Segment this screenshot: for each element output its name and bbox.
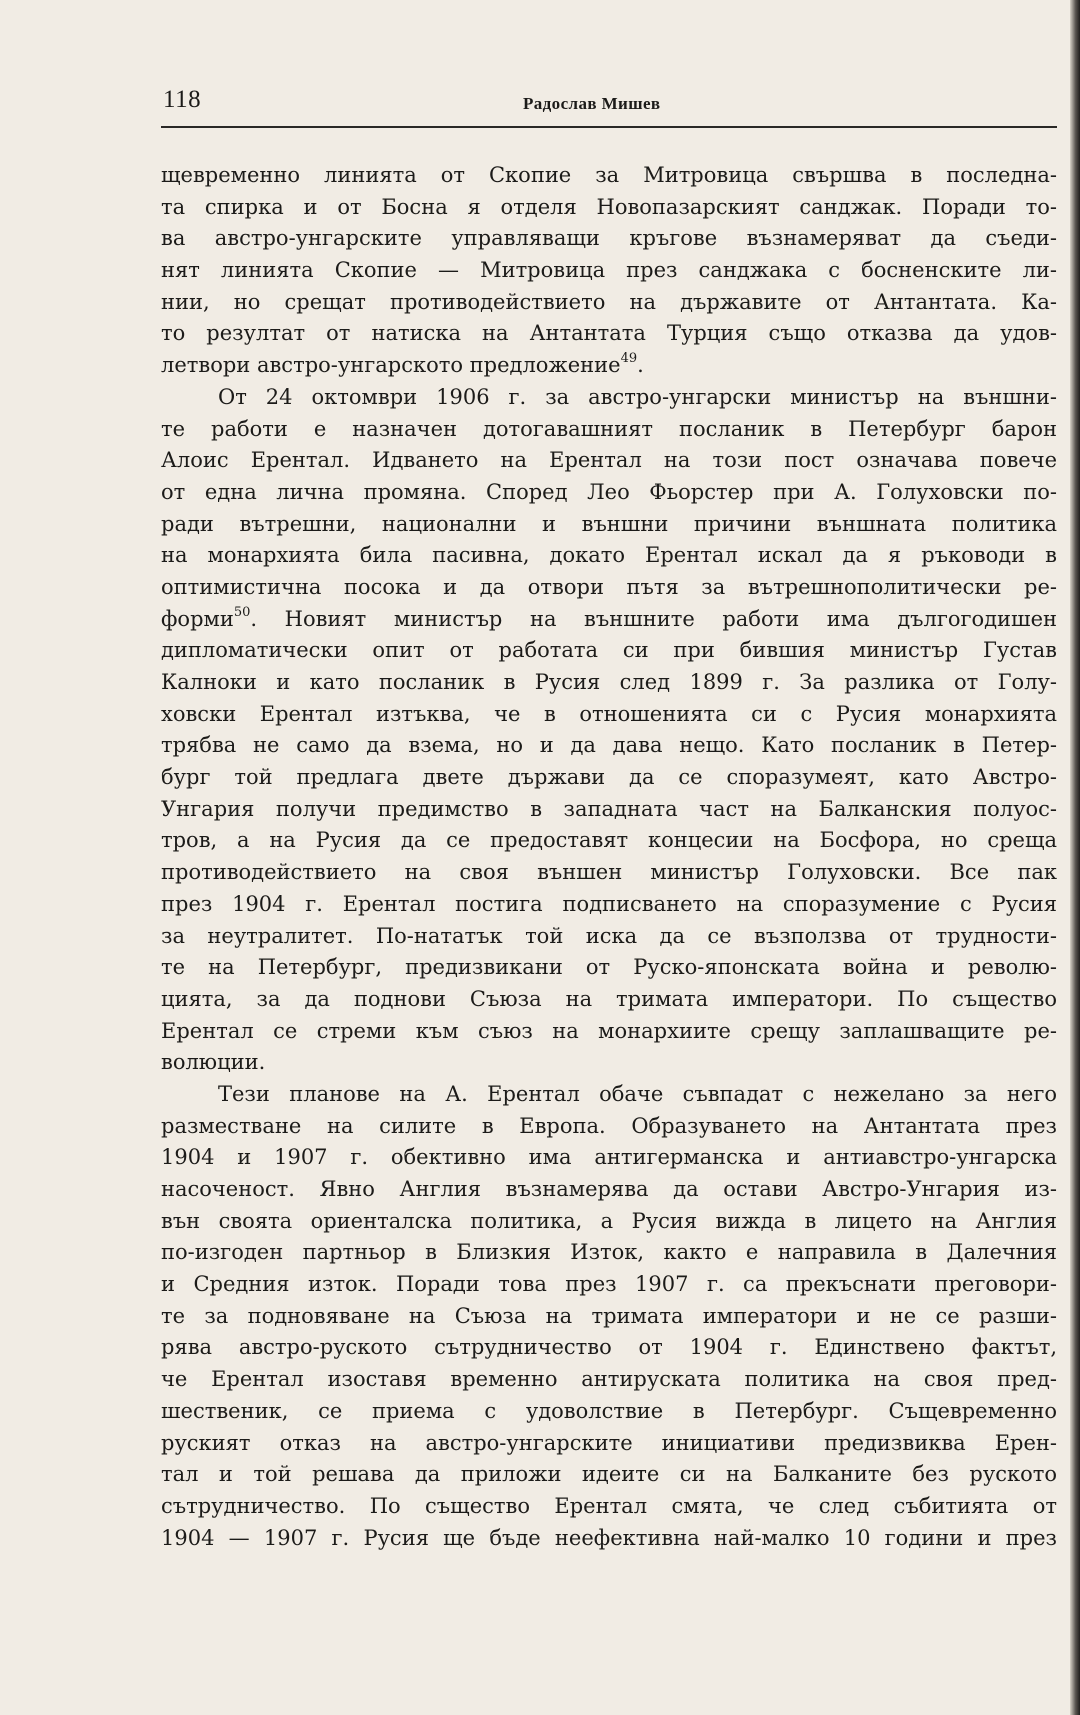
- text-line: Унгария получи предимство в западната част на Балканския полуос-: [161, 796, 1057, 821]
- line-end-punct: .: [637, 353, 644, 378]
- running-head-author: Радослав Мишев: [523, 94, 661, 113]
- text-line: те за подновяване на Съюза на тримата императори и не се разши-: [161, 1303, 1057, 1328]
- text-line: че Ерентал изоставя временно антируската политика на своя пред-: [161, 1367, 1057, 1392]
- page-edge-shadow: [1070, 0, 1080, 1715]
- text-line: на монархията била пасивна, докато Ерентал искал да я ръководи в: [161, 543, 1057, 568]
- text-line: трябва не само да взема, но и да дава нещо. Като посланик в Петер-: [161, 733, 1057, 758]
- text-line: разместване на силите в Европа. Образуването на Антантата през: [161, 1113, 1057, 1138]
- text-line: насоченост. Явно Англия възнамерява да остави Австро-Унгария из-: [161, 1177, 1057, 1201]
- text-line: От 24 октомври 1906 г. за австро-унгарски министър на външни-: [218, 384, 1057, 409]
- text-line: ва австро-унгарските управляващи кръгове възнамеряват да съеди-: [161, 226, 1057, 251]
- text-line: рява австро-руското сътрудничество от 1904 г. Единствено фактът,: [161, 1335, 1057, 1360]
- text-line: 1904 — 1907 г. Русия ще бъде неефективна най-малко 10 години и през: [161, 1525, 1057, 1550]
- text-line: ховски Ерентал изтъква, че в отношенията си с Русия монархията: [161, 701, 1057, 726]
- page-header: [161, 80, 1057, 124]
- text-line: цията, за да поднови Съюза на тримата императори. По същество: [161, 986, 1057, 1011]
- text-line: от една лична промяна. Според Лео Фьорстер при А. Голуховски по-: [161, 479, 1057, 504]
- text-line: противодействието на своя външен министър Голуховски. Все пак: [161, 860, 1057, 885]
- text-line: през 1904 г. Ерентал постига подписването на споразумение с Русия: [161, 891, 1057, 916]
- text-line: [161, 604, 1057, 636]
- text-line: те работи е назначен дотогавашният посланик в Петербург барон: [161, 416, 1057, 441]
- page-number: 118: [163, 86, 202, 113]
- text-line: оптимистична посока и да отвори пътя за вътрешнополитически ре-: [161, 574, 1057, 599]
- text-line: тал и той решава да приложи идеите си на Балканите без руското: [161, 1462, 1057, 1487]
- text-line: шественик, се приема с удоволствие в Петербург. Същевременно: [161, 1398, 1057, 1423]
- text-line: щевременно линията от Скопие за Митровица свършва в последна-: [161, 163, 1057, 187]
- text-line: та спирка и от Босна я отделя Новопазарският санджак. Поради то-: [161, 194, 1057, 219]
- text-line: нии, но срещат противодействието на държавите от Антантата. Ка-: [161, 289, 1057, 314]
- text-line: волюции.: [161, 1050, 266, 1075]
- text-line: дипломатически опит от работата си при бившия министър Густав: [161, 638, 1057, 663]
- text-line: по-изгоден партньор в Близкия Изток, както е направила в Далечния: [161, 1240, 1057, 1265]
- text-line: [161, 350, 1057, 382]
- text-line: Алоис Ерентал. Идването на Ерентал на този пост означава повече: [161, 448, 1057, 473]
- text-line: 1904 и 1907 г. обективно има антигерманска и антиавстро-унгарска: [161, 1145, 1057, 1170]
- text-line: ради вътрешни, национални и външни причини външната политика: [161, 511, 1057, 536]
- text-fragment: форми: [161, 606, 234, 631]
- text-line: тров, а на Русия да се предоставят концесии на Босфора, но среща: [161, 828, 1057, 853]
- text-fragment: . Новият министър на външните работи има дългогодишен: [250, 606, 1057, 631]
- footnote-ref-50: 50: [233, 604, 251, 620]
- text-line: руският отказ на австро-унгарските инициативи предизвиква Ерен-: [161, 1430, 1057, 1455]
- header-rule: [161, 126, 1057, 128]
- text-line: Калноки и като посланик в Русия след 1899 г. За разлика от Голу-: [161, 670, 1057, 694]
- text-line: бург той предлага двете държави да се споразумеят, като Австро-: [161, 765, 1057, 790]
- text-line: вън своята ориенталска политика, а Русия вижда в лицето на Англия: [161, 1208, 1057, 1233]
- text-line: нят линията Скопие — Митровица през санджака с босненските ли-: [161, 258, 1057, 283]
- text-line: Тези планове на А. Ерентал обаче съвпадат с нежелано за него: [218, 1081, 1057, 1106]
- text-line: сътрудничество. По същество Ерентал смята, че след събитията от: [161, 1493, 1057, 1518]
- book-page: [161, 80, 1057, 1550]
- text-line: Ерентал се стреми към съюз на монархиите срещу заплашващите ре-: [161, 1018, 1057, 1043]
- footnote-ref-49: 49: [620, 351, 638, 367]
- text-line: те на Петербург, предизвикани от Руско-японската война и револю-: [161, 955, 1057, 980]
- text-line: и Средния изток. Поради това през 1907 г. са прекъснати преговори-: [161, 1272, 1057, 1297]
- text-line: за неутралитет. По-нататък той иска да се възползва от трудности-: [161, 923, 1057, 948]
- text-line: то резултат от натиска на Антантата Турция също отказва да удов-: [161, 321, 1057, 346]
- body-text: [161, 160, 1057, 1554]
- text-fragment: летвори австро-унгарското предложение: [161, 353, 621, 378]
